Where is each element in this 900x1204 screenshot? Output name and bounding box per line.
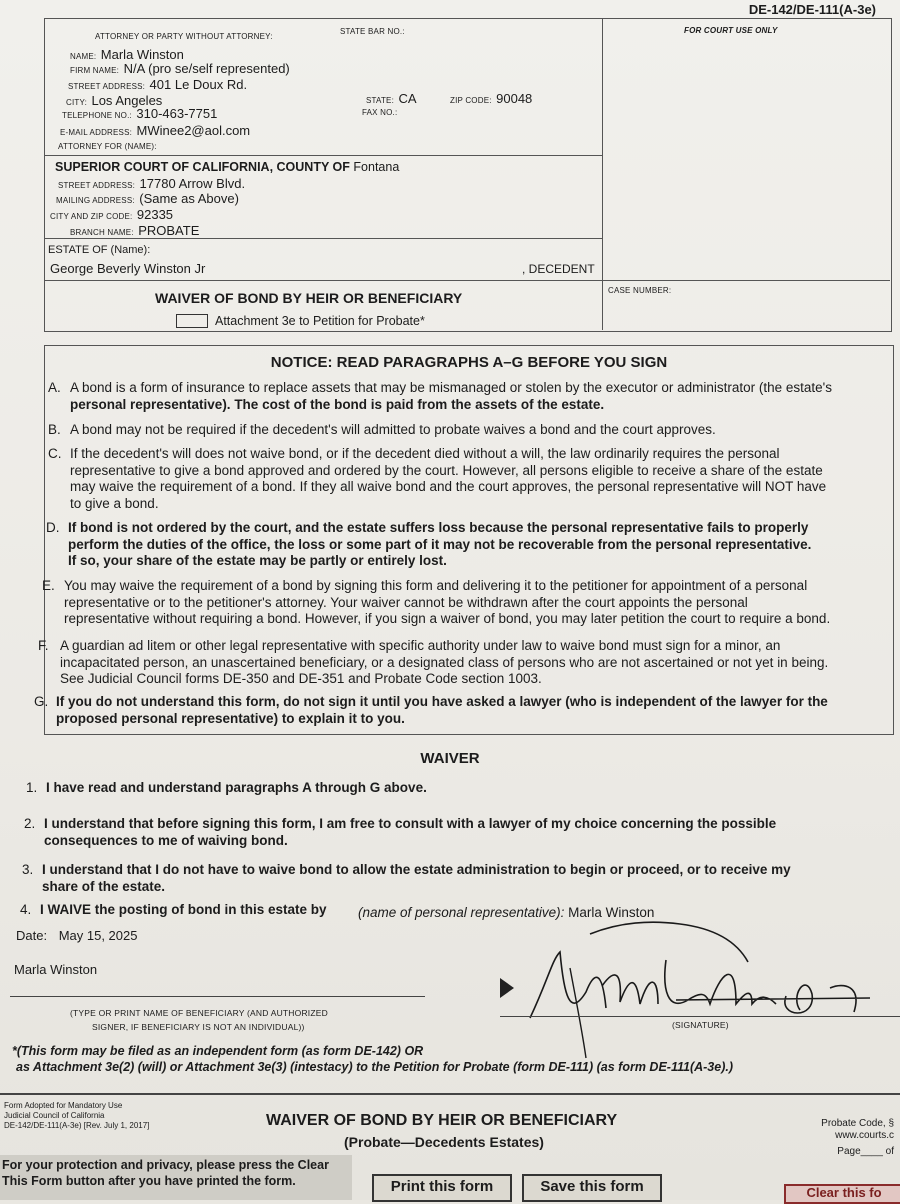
estate-label: ESTATE OF (Name): [48, 244, 151, 256]
waiver-item [22, 862, 791, 895]
footer-subtitle: (Probate—Decedents Estates) [344, 1134, 544, 1150]
court-street-label: STREET ADDRESS: [58, 181, 136, 190]
mailing-address[interactable]: (Same as Above) [139, 191, 239, 206]
footnote-2: as Attachment 3e(2) (will) or Attachment 3e(3) (intestacy) to the Petition for Probate (form DE-111) (as form DE-111(A-3e).) [16, 1060, 734, 1074]
state-label: STATE: [366, 96, 395, 105]
privacy-line-1: For your protection and privacy, please press the Clear [2, 1158, 329, 1172]
notice-paragraph [48, 380, 832, 413]
waiver-item [20, 902, 327, 919]
waiver-item-line: consequences to me of waiving bond. [44, 832, 288, 848]
email-label: E-MAIL ADDRESS: [60, 128, 133, 137]
save-form-button[interactable]: Save this form [522, 1174, 662, 1202]
paragraph-letter: C. [48, 446, 62, 461]
decedent-label: , DECEDENT [522, 262, 595, 276]
phone-row [62, 105, 217, 123]
branch-label: BRANCH NAME: [70, 228, 134, 237]
page-label: Page____ of [837, 1146, 894, 1157]
fax-label: FAX NO.: [362, 108, 398, 117]
footer-rule [0, 1093, 900, 1095]
waiver-item-number: 1. [26, 780, 38, 795]
notice-paragraph [48, 446, 827, 512]
notice-paragraph [34, 694, 828, 727]
item4-italic: (name of personal representative): [358, 905, 565, 920]
phone-label: TELEPHONE NO.: [62, 111, 132, 120]
waiver-title: WAIVER [420, 750, 480, 767]
state[interactable]: CA [398, 91, 417, 106]
waiver-item [26, 780, 427, 797]
zip-label: ZIP CODE: [450, 96, 492, 105]
clear-form-button[interactable]: Clear this fo [784, 1184, 900, 1204]
paragraph-line: A guardian ad litem or other legal representative with specific authority under law to waive bond must sign for a minor, an [60, 638, 781, 653]
paragraph-letter: E. [42, 578, 55, 593]
waiver-item [24, 816, 777, 849]
paragraph-line: See Judicial Council forms DE-350 and DE-351 and Probate Code section 1003. [60, 671, 542, 686]
signature-line [500, 1016, 900, 1017]
printed-name[interactable]: Marla Winston [14, 962, 98, 977]
privacy-panel [0, 1155, 352, 1200]
print-form-button[interactable]: Print this form [372, 1174, 512, 1202]
handwritten-signature [530, 922, 870, 1018]
branch-row [70, 222, 199, 240]
signature-area[interactable] [490, 900, 890, 1060]
paragraph-line: perform the duties of the office, the loss or some part of it may not be recoverable from the personal representative. [68, 536, 812, 552]
name-caption-1: (TYPE OR PRINT NAME OF BENEFICIARY (AND AUTHORIZED [70, 1008, 328, 1018]
adopted-line-2: Judicial Council of California [4, 1111, 105, 1120]
court-title: SUPERIOR COURT OF CALIFORNIA, COUNTY OF [55, 160, 350, 174]
city[interactable]: Los Angeles [91, 93, 163, 108]
estate-name[interactable]: George Beverly Winston Jr [50, 261, 206, 276]
paragraph-letter: F. [38, 638, 49, 653]
waiver-item-line: I have read and understand paragraphs A through G above. [46, 780, 427, 795]
phone[interactable]: 310-463-7751 [136, 106, 218, 121]
attorney-label: ATTORNEY OR PARTY WITHOUT ATTORNEY: [95, 32, 273, 41]
cityzip-label: CITY AND ZIP CODE: [50, 212, 133, 221]
attorney-name[interactable]: Marla Winston [100, 47, 184, 62]
waiver-item-line: share of the estate. [42, 878, 166, 894]
paragraph-letter: B. [48, 422, 61, 437]
waiver-item-number: 2. [24, 816, 36, 831]
signature-caption: (SIGNATURE) [672, 1020, 729, 1030]
court-city-zip[interactable]: 92335 [136, 207, 174, 222]
street-label: STREET ADDRESS: [68, 82, 146, 91]
case-number-label: CASE NUMBER: [608, 286, 672, 295]
zip-code[interactable]: 90048 [496, 91, 533, 106]
court-use-divider [602, 18, 603, 330]
state-bar-label: STATE BAR NO.: [340, 27, 405, 36]
branch-name[interactable]: PROBATE [138, 223, 200, 238]
code-block [821, 1118, 894, 1158]
paragraph-line: A bond may not be required if the decedent's will admitted to probate waives a bond and the court approves. [70, 422, 716, 437]
zip-row [450, 90, 532, 108]
court-street[interactable]: 17780 Arrow Blvd. [139, 176, 246, 191]
date-row [16, 928, 137, 943]
adopted-block [4, 1101, 149, 1131]
notice-paragraph [46, 520, 812, 570]
paragraph-line: may waive the requirement of a bond. If they all waive bond and the court approves, the personal representative will NOT have [70, 479, 827, 494]
email[interactable]: MWinee2@aol.com [136, 123, 251, 138]
probate-code: Probate Code, § [821, 1118, 894, 1129]
footer-title: WAIVER OF BOND BY HEIR OR BENEFICIARY [266, 1112, 618, 1129]
attorney-for-label: ATTORNEY FOR (NAME): [58, 142, 157, 151]
attorney-divider [44, 155, 602, 156]
notice-paragraph [42, 578, 831, 628]
paragraph-line: to give a bond. [70, 495, 159, 511]
paragraph-line: representative to give a bond approved and ordered by the court. However, all persons eligible to receive a share of the estate [70, 462, 823, 478]
name-label: NAME: [70, 52, 97, 61]
firm-label: FIRM NAME: [70, 66, 120, 75]
privacy-line-2: This Form button after you have printed the form. [2, 1174, 296, 1188]
notice-paragraph [48, 422, 716, 439]
attachment-checkbox[interactable] [176, 314, 208, 328]
waiver-item-number: 4. [20, 902, 32, 917]
personal-representative-name[interactable]: Marla Winston [568, 905, 655, 920]
paragraph-line: incapacitated person, an unascertained beneficiary, or a designated class of persons who are not ascertained or not yet in being. [60, 654, 829, 670]
paragraph-line: representative without requiring a bond. However, if you sign a waiver of bond, you may later petition the court to require a bond. [64, 611, 831, 626]
date-value[interactable]: May 15, 2025 [58, 928, 138, 943]
email-row [60, 122, 250, 140]
paragraph-letter: D. [46, 520, 60, 535]
estate-divider [44, 280, 890, 281]
paragraph-line: If bond is not ordered by the court, and the estate suffers loss because the personal representative fails to properly [68, 520, 809, 535]
case-number-field[interactable] [610, 300, 880, 324]
paragraph-line: personal representative). The cost of the bond is paid from the assets of the estate. [70, 396, 605, 412]
waiver-item-line: I WAIVE the posting of bond in this estate by [40, 902, 327, 917]
court-title-row [55, 160, 399, 174]
arrow-marker-icon [500, 978, 514, 998]
footnote-1: *(This form may be filed as an independent form (as form DE-142) OR [12, 1044, 424, 1058]
paragraph-line: If so, your share of the estate may be partly or entirely lost. [68, 553, 447, 568]
date-label: Date: [16, 928, 48, 943]
mailing-label: MAILING ADDRESS: [56, 196, 135, 205]
city-label: CITY: [66, 98, 88, 107]
firm-name[interactable]: N/A (pro se/self represented) [123, 61, 290, 76]
county[interactable]: Fontana [353, 160, 400, 174]
form-title: WAIVER OF BOND BY HEIR OR BENEFICIARY [155, 290, 463, 306]
state-row [366, 90, 417, 108]
adopted-line-3: DE-142/DE-111(A-3e) [Rev. July 1, 2017] [4, 1121, 150, 1130]
name-caption-2: SIGNER, IF BENEFICIARY IS NOT AN INDIVIDUAL)) [92, 1022, 305, 1032]
attachment-label: Attachment 3e to Petition for Probate* [215, 314, 425, 328]
court-use-label: FOR COURT USE ONLY [684, 26, 778, 35]
waiver-item-number: 3. [22, 862, 34, 877]
waiver-item-line: I understand that before signing this form, I am free to consult with a lawyer of my choice concerning the possible [44, 816, 777, 831]
courts-url[interactable]: www.courts.c [835, 1130, 894, 1141]
paragraph-letter: A. [48, 380, 61, 395]
notice-title: NOTICE: READ PARAGRAPHS A–G BEFORE YOU SIGN [270, 354, 668, 371]
notice-paragraph [38, 638, 829, 688]
name-line [10, 996, 425, 997]
paragraph-line: If the decedent's will does not waive bond, or if the decedent died without a will, the law ordinarily requires the personal [70, 446, 780, 461]
waiver-item-line: I understand that I do not have to waive bond to allow the estate administration to begin or proceed, or to receive my [42, 862, 791, 877]
paragraph-line: proposed personal representative) to explain it to you. [56, 710, 405, 726]
street-address[interactable]: 401 Le Doux Rd. [149, 77, 248, 92]
paragraph-line: representative or to the petitioner's attorney. Your waiver cannot be withdrawn after the court appoints the personal [64, 594, 748, 610]
adopted-line-1: Form Adopted for Mandatory Use [4, 1101, 123, 1110]
form-number: DE-142/DE-111(A-3e) [748, 2, 876, 17]
paragraph-letter: G. [34, 694, 49, 709]
paragraph-line: If you do not understand this form, do not sign it until you have asked a lawyer (who is independent of the lawyer for the [56, 694, 828, 709]
paragraph-line: You may waive the requirement of a bond by signing this form and delivering it to the petitioner for appointment of a personal [64, 578, 808, 593]
paragraph-line: A bond is a form of insurance to replace assets that may be mismanaged or stolen by the executor or administrator (the estate's [70, 380, 832, 395]
